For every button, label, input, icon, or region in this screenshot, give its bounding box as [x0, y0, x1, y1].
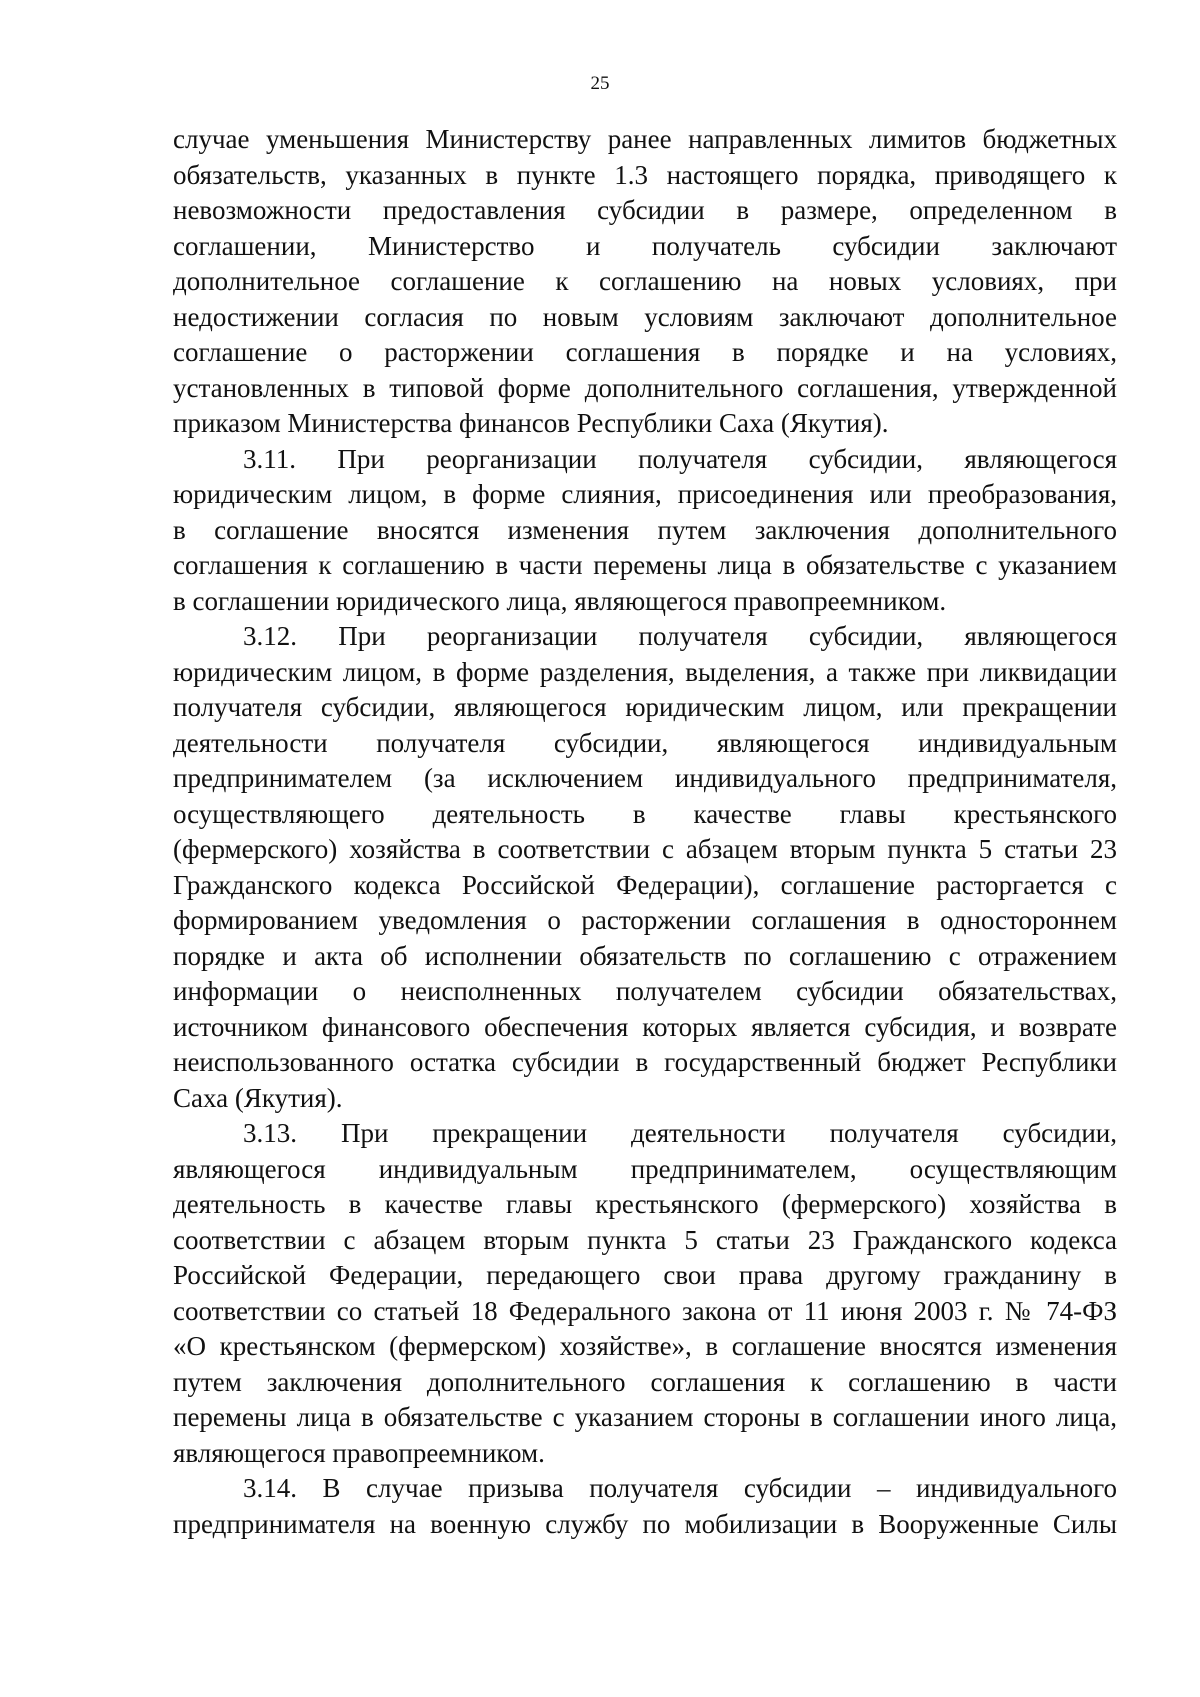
text-line: в соглашении юридического лица, являющегося правопреемником.	[173, 585, 947, 616]
text-line: являющегося индивидуальным предпринимателем, осуществляющим	[173, 1153, 1117, 1184]
text-line: деятельности получателя субсидии, являющегося индивидуальным	[173, 727, 1117, 758]
text-line: путем заключения дополнительного соглашения к соглашению в части	[173, 1366, 1117, 1397]
text-line: осуществляющего деятельность в качестве главы крестьянского	[173, 798, 1117, 829]
text-line: соглашение о расторжении соглашения в порядке и на условиях,	[173, 337, 1117, 367]
text-line: (фермерского) хозяйства в соответствии с абзацем вторым пункта 5 статьи 23	[173, 834, 1117, 864]
document-body	[173, 122, 1117, 1542]
paragraph-3-12	[173, 619, 1117, 1116]
text-line: приказом Министерства финансов Республики Саха (Якутия).	[173, 408, 889, 438]
text-line: неиспользованного остатка субсидии в государственный бюджет Республики	[173, 1047, 1117, 1077]
text-line: недостижении согласия по новым условиям заключают дополнительное	[173, 301, 1117, 332]
text-line: предпринимателем (за исключением индивидуального предпринимателя,	[173, 763, 1117, 793]
text-line: деятельность в качестве главы крестьянского (фермерского) хозяйства в	[173, 1189, 1117, 1219]
text-line: «О крестьянском (фермерском) хозяйстве», в соглашение вносятся изменения	[173, 1331, 1117, 1361]
paragraph-3-14	[173, 1471, 1117, 1542]
text-line: соглашения к соглашению в части перемены лица в обязательстве с указанием	[173, 550, 1117, 580]
paragraph-3-11	[173, 442, 1117, 620]
text-line: случае уменьшения Министерству ранее направленных лимитов бюджетных	[173, 124, 1117, 154]
text-line: соглашении, Министерство и получатель субсидии заключают	[173, 230, 1117, 261]
text-line: 3.13. При прекращении деятельности получателя субсидии,	[243, 1118, 1117, 1148]
text-line: невозможности предоставления субсидии в размере, определенном в	[173, 195, 1117, 225]
text-line: 3.12. При реорганизации получателя субсидии, являющегося	[243, 621, 1117, 651]
text-line: юридическим лицом, в форме разделения, выделения, а также при ликвидации	[173, 656, 1117, 687]
text-line: Гражданского кодекса Российской Федерации), соглашение расторгается с	[173, 869, 1117, 900]
paragraph-3-13	[173, 1116, 1117, 1471]
text-line: обязательств, указанных в пункте 1.3 настоящего порядка, приводящего к	[173, 159, 1117, 190]
text-line: формированием уведомления о расторжении соглашения в одностороннем	[173, 905, 1117, 935]
text-line: установленных в типовой форме дополнительного соглашения, утвержденной	[173, 372, 1117, 403]
text-line: источником финансового обеспечения которых является субсидия, и возврате	[173, 1011, 1117, 1042]
text-line: 3.11. При реорганизации получателя субсидии, являющегося	[243, 443, 1117, 474]
text-line: порядке и акта об исполнении обязательств по соглашению с отражением	[173, 940, 1117, 971]
text-line: 3.14. В случае призыва получателя субсидии – индивидуального	[243, 1473, 1117, 1503]
text-line: в соглашение вносятся изменения путем заключения дополнительного	[173, 514, 1117, 545]
text-line: Российской Федерации, передающего свои права другому гражданину в	[173, 1260, 1117, 1290]
page-number: 25	[590, 73, 610, 94]
text-line: соответствии с абзацем вторым пункта 5 статьи 23 Гражданского кодекса	[173, 1224, 1117, 1255]
text-line: предпринимателя на военную службу по мобилизации в Вооруженные Силы	[173, 1508, 1117, 1539]
text-line: получателя субсидии, являющегося юридическим лицом, или прекращении	[173, 692, 1117, 722]
text-line: информации о неисполненных получателем субсидии обязательствах,	[173, 976, 1117, 1006]
text-line: соответствии со статьей 18 Федерального закона от 11 июня 2003 г. № 74-ФЗ	[173, 1295, 1117, 1326]
text-line: являющегося правопреемником.	[173, 1437, 545, 1468]
text-line: перемены лица в обязательстве с указанием стороны в соглашении иного лица,	[173, 1402, 1117, 1432]
text-line: юридическим лицом, в форме слияния, присоединения или преобразования,	[173, 479, 1117, 509]
text-line: Саха (Якутия).	[173, 1082, 343, 1113]
paragraph-continuation	[173, 122, 1117, 442]
text-line: дополнительное соглашение к соглашению на новых условиях, при	[173, 266, 1117, 296]
